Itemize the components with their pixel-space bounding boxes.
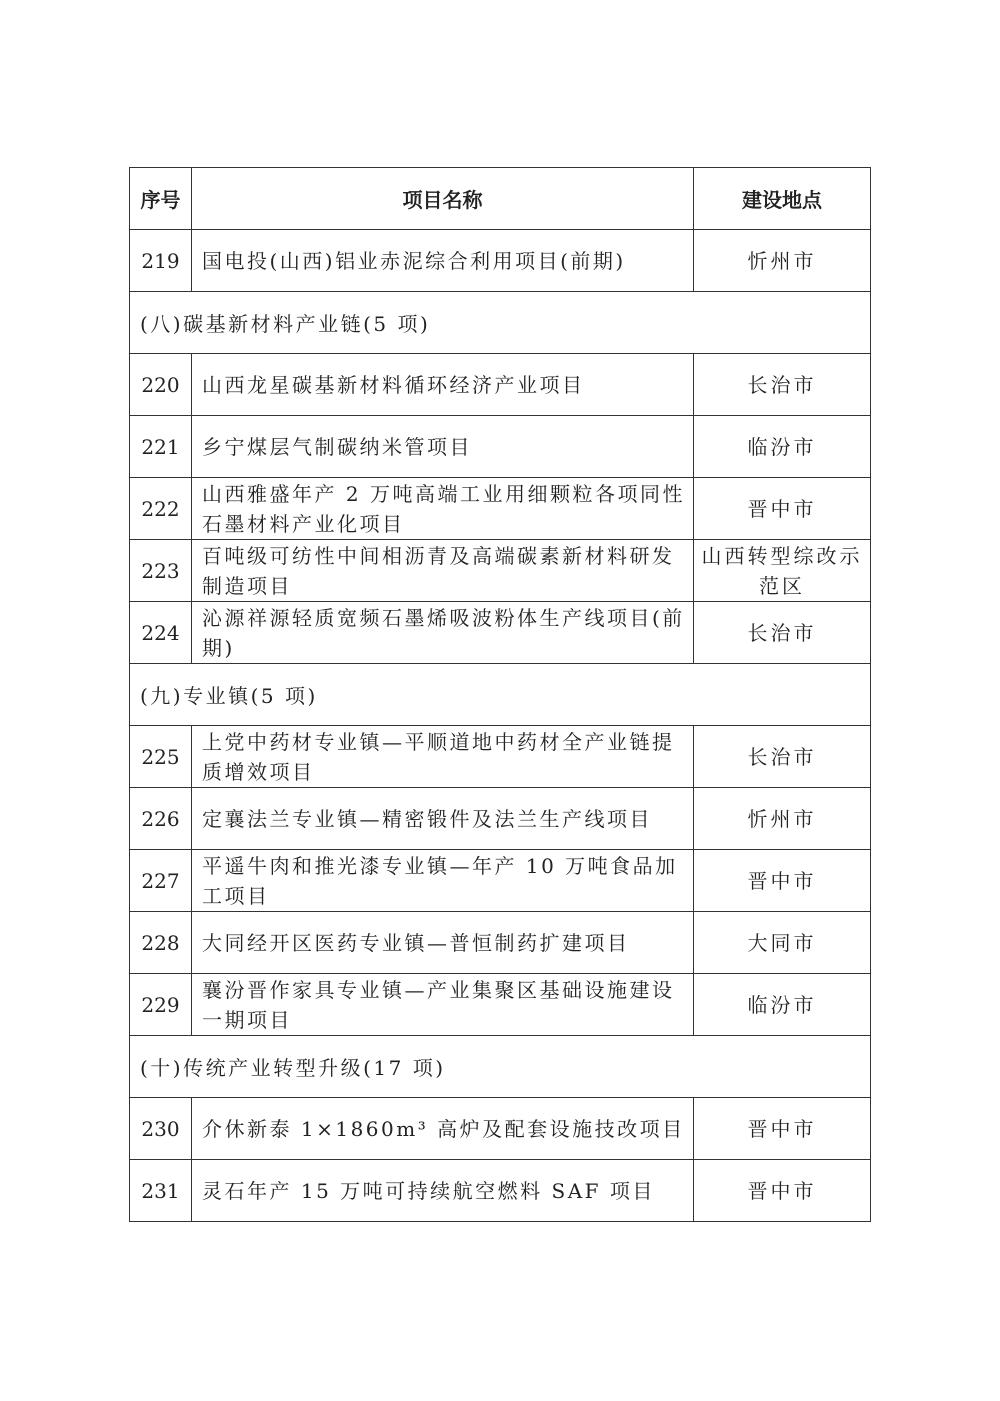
- table-row: [130, 540, 871, 602]
- table-row: [130, 912, 871, 974]
- location: 长治市: [694, 726, 871, 788]
- table-row: [130, 850, 871, 912]
- header-location: 建设地点: [694, 168, 871, 230]
- serial-number: 222: [130, 478, 192, 540]
- location: 晋中市: [694, 1098, 871, 1160]
- serial-number: 229: [130, 974, 192, 1036]
- serial-number: 227: [130, 850, 192, 912]
- serial-number: 221: [130, 416, 192, 478]
- location: 晋中市: [694, 850, 871, 912]
- serial-number: 231: [130, 1160, 192, 1222]
- serial-number: 226: [130, 788, 192, 850]
- location: 晋中市: [694, 1160, 871, 1222]
- section-row: [130, 1036, 871, 1098]
- project-name: 定襄法兰专业镇—精密锻件及法兰生产线项目: [192, 788, 694, 850]
- serial-number: 225: [130, 726, 192, 788]
- project-name: 乡宁煤层气制碳纳米管项目: [192, 416, 694, 478]
- project-name: 山西龙星碳基新材料循环经济产业项目: [192, 354, 694, 416]
- table-row: [130, 478, 871, 540]
- table-row: [130, 602, 871, 664]
- table-row: [130, 1160, 871, 1222]
- header-project-name: 项目名称: [192, 168, 694, 230]
- table-row: [130, 230, 871, 292]
- location: 长治市: [694, 602, 871, 664]
- table-row: [130, 788, 871, 850]
- serial-number: 230: [130, 1098, 192, 1160]
- header-serial: 序号: [130, 168, 192, 230]
- serial-number: 224: [130, 602, 192, 664]
- project-name: 介休新泰 1×1860m³ 高炉及配套设施技改项目: [192, 1098, 694, 1160]
- serial-number: 220: [130, 354, 192, 416]
- project-name: 平遥牛肉和推光漆专业镇—年产 10 万吨食品加工项目: [192, 850, 694, 912]
- project-name: 大同经开区医药专业镇—普恒制药扩建项目: [192, 912, 694, 974]
- table-body: [130, 230, 871, 1222]
- section-title: (十)传统产业转型升级(17 项): [130, 1036, 871, 1098]
- location: 山西转型综改示范区: [694, 540, 871, 602]
- table-row: [130, 1098, 871, 1160]
- table-row: [130, 354, 871, 416]
- project-name: 国电投(山西)铝业赤泥综合利用项目(前期): [192, 230, 694, 292]
- serial-number: 228: [130, 912, 192, 974]
- location: 忻州市: [694, 230, 871, 292]
- serial-number: 223: [130, 540, 192, 602]
- project-name: 灵石年产 15 万吨可持续航空燃料 SAF 项目: [192, 1160, 694, 1222]
- project-name: 沁源祥源轻质宽频石墨烯吸波粉体生产线项目(前期): [192, 602, 694, 664]
- location: 长治市: [694, 354, 871, 416]
- table-row: [130, 974, 871, 1036]
- section-title: (八)碳基新材料产业链(5 项): [130, 292, 871, 354]
- table-row: [130, 726, 871, 788]
- location: 晋中市: [694, 478, 871, 540]
- serial-number: 219: [130, 230, 192, 292]
- table-header-row: [130, 168, 871, 230]
- location: 临汾市: [694, 416, 871, 478]
- section-row: [130, 664, 871, 726]
- project-name: 山西雅盛年产 2 万吨高端工业用细颗粒各项同性石墨材料产业化项目: [192, 478, 694, 540]
- location: 忻州市: [694, 788, 871, 850]
- table-row: [130, 416, 871, 478]
- project-name: 百吨级可纺性中间相沥青及高端碳素新材料研发制造项目: [192, 540, 694, 602]
- location: 大同市: [694, 912, 871, 974]
- project-name: 襄汾晋作家具专业镇—产业集聚区基础设施建设一期项目: [192, 974, 694, 1036]
- section-title: (九)专业镇(5 项): [130, 664, 871, 726]
- location: 临汾市: [694, 974, 871, 1036]
- section-row: [130, 292, 871, 354]
- project-name: 上党中药材专业镇—平顺道地中药材全产业链提质增效项目: [192, 726, 694, 788]
- project-table: [129, 167, 871, 1222]
